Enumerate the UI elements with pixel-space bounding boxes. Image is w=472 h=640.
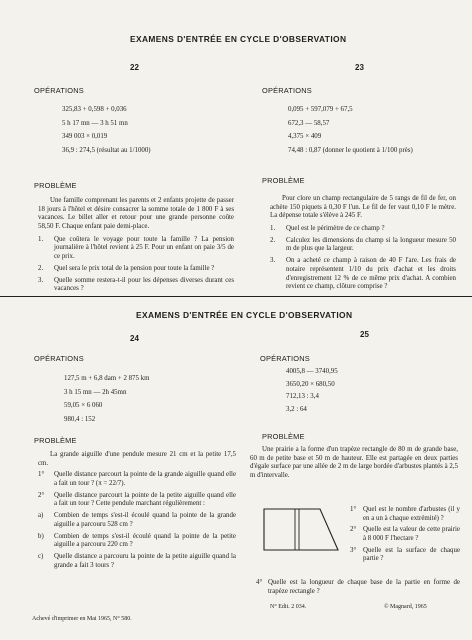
- operation-line: 4005,8 — 3740,95: [286, 368, 338, 375]
- problem-label-24: PROBLÈME: [34, 436, 77, 445]
- question-item: 3. On a acheté ce champ à raison de 40 F l'are. Les frais de notaire représentent 1/10 du prix d'achat et les droits d'enregistrement 12 % de ce même prix d'achat. A combien revient ce champ, clôture comprise ?: [270, 257, 456, 291]
- operations-list-25: [286, 368, 338, 418]
- problem-intro: Une famille comprenant les parents et 2 enfants projette de passer 18 jours à l'hôtel et désire consacrer la somme totale de 1 800 F à ses vacances. Le billet aller et retour pour une grande personne coûte 58,50 F. Chaque enfant paie demi-place.: [38, 197, 234, 231]
- problem-intro-25: Une prairie a la forme d'un trapèze rectangle de 80 m de grande base, 60 m de petite base et 50 m de hauteur. Elle est partagée en deux parties d'égale surface par une allée de 2 m de large bordée d'arbustes plantés à 2,5 m d'intervalle.: [250, 446, 458, 480]
- operation-line: 712,13 : 3,4: [286, 393, 319, 400]
- operations-list-23: [288, 106, 413, 160]
- operation-line: 325,83 + 0,598 + 0,036: [62, 106, 127, 113]
- operation-line: 349 003 × 0,019: [62, 133, 108, 140]
- problem-intro: Pour clore un champ rectangulaire de 5 rangs de fil de fer, on achète 150 piquets à 0,30 F l'un. Le fil de fer vaut 0,10 F le mètre. La dépense totale s'élève à 245 F.: [270, 195, 456, 220]
- question-item: 1. Que coûtera le voyage pour toute la famille ? La pension journalière à l'hôtel revient à 25 F. Pour un enfant on paie 3/5 de ce prix.: [38, 235, 234, 261]
- exercise-number-23: 23: [355, 63, 364, 72]
- exercise-number-25: 25: [360, 330, 369, 339]
- section-divider: [0, 296, 472, 297]
- question-item: 1° Quel est le nombre d'arbustes (il y en a un à chaque extrémité) ?: [350, 506, 460, 522]
- operation-line: 980,4 : 152: [64, 415, 96, 423]
- problem-body-24: [38, 451, 236, 573]
- operation-line: 0,095 + 597,079 + 67,5: [288, 106, 353, 113]
- problem-label-25: PROBLÈME: [262, 432, 305, 441]
- trapezoid-outline: [264, 509, 338, 550]
- operation-line: 5 h 17 mn — 3 h 51 mn: [62, 119, 128, 127]
- operations-list-22: [62, 106, 151, 160]
- edition-number: N° Edit. 2 034.: [270, 604, 307, 610]
- question-item: 3° Quelle est la surface de chaque partie ?: [350, 546, 460, 563]
- problem-intro: La grande aiguille d'une pendule mesure 21 cm et la petite 17,5 cm.: [38, 451, 236, 467]
- top-heading: EXAMENS D'ENTRÉE EN CYCLE D'OBSERVATION: [130, 34, 347, 44]
- question-item: a) Combien de temps s'est-il écoulé quand la pointe de la grande aiguille a parcouru 528 cm ?: [38, 512, 236, 528]
- problem-body-22: [38, 197, 234, 297]
- operation-line: 3650,20 × 680,50: [286, 380, 335, 388]
- operation-line: 36,9 : 274,5 (résultat au 1/1000): [62, 146, 151, 154]
- exercise-number-22: 22: [130, 63, 139, 72]
- question-item: b) Combien de temps s'est-il écoulé quand la pointe de la petite aiguille a parcouru 220 cm ?: [38, 532, 236, 549]
- operation-line: 127,5 m + 6,8 dam + 2 875 km: [64, 375, 150, 382]
- question-item: 2. Quel sera le prix total de la pension pour toute la famille ?: [38, 264, 215, 272]
- question-item: 1. Quel est le périmètre de ce champ ?: [270, 225, 385, 233]
- operations-label-23: OPÉRATIONS: [262, 86, 312, 95]
- question-item: 2° Quelle est la valeur de cette prairie à 8 000 F l'hectare ?: [350, 526, 460, 543]
- operation-line: 59,05 × 6 060: [64, 402, 103, 409]
- question-item: 3. Quelle somme restera-t-il pour les dépenses diverses durant ces vacances ?: [38, 276, 234, 293]
- problem-label-22: PROBLÈME: [34, 181, 77, 190]
- operation-line: 3 h 15 mn — 2h 45mn: [64, 388, 127, 396]
- operation-line: 74,48 : 0,87 (donner le quotient à 1/100 près): [288, 146, 413, 154]
- problem-body-23: [270, 195, 456, 295]
- bottom-heading: EXAMENS D'ENTRÉE EN CYCLE D'OBSERVATION: [136, 310, 353, 320]
- figure-questions-25: [350, 506, 460, 567]
- operation-line: 4,375 × 409: [288, 133, 322, 140]
- operations-label-25: OPÉRATIONS: [260, 354, 310, 363]
- trapezoid-figure: [262, 506, 340, 552]
- operation-line: 3,2 : 64: [286, 405, 307, 413]
- copyright: © Magnard, 1965: [384, 604, 427, 610]
- print-note: Achevé d'imprimer en Mai 1965, N° 580.: [32, 616, 132, 622]
- question-item: 4° Quelle est la longueur de chaque base de la partie en forme de trapèze rectangle ?: [256, 579, 460, 595]
- question-item: 2. Calculez les dimensions du champ si la longueur mesure 50 m de plus que la largeur.: [270, 236, 456, 253]
- operations-list-24: [64, 375, 149, 429]
- operation-line: 672,3 — 58,57: [288, 119, 330, 127]
- last-question-25: [256, 579, 460, 599]
- operations-label-24: OPÉRATIONS: [34, 354, 84, 363]
- operations-label-22: OPÉRATIONS: [34, 86, 84, 95]
- exercise-number-24: 24: [130, 334, 139, 343]
- question-item: 1° Quelle distance parcourt la pointe de la grande aiguille quand elle a fait un tour ? (π = 22/7).: [38, 471, 236, 488]
- problem-label-23: PROBLÈME: [262, 176, 305, 185]
- question-item: 2° Quelle distance parcourt la pointe de la petite aiguille quand elle a fait un tour ? Cette pendule marchant régulièrement :: [38, 491, 236, 508]
- question-item: c) Quelle distance a parcouru la pointe de la petite aiguille quand la grande a fait 3 tours ?: [38, 552, 236, 569]
